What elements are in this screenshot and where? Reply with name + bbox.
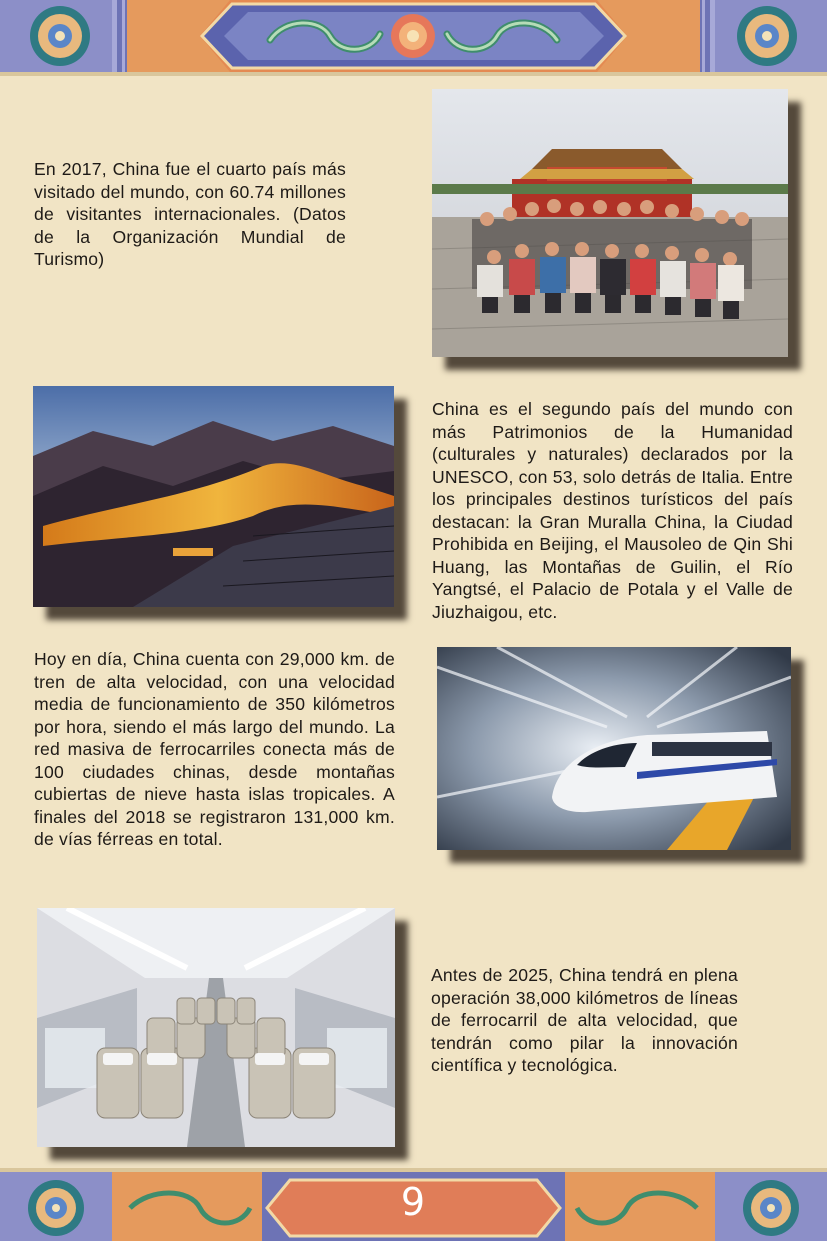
- rail-paragraph: Hoy en día, China cuenta con 29,000 km. de tren de alta velocidad, con una velocidad media de funcionamiento de 350 kilómetros por hora, siendo el más largo del mundo. La red masiva de ferrocarriles conecta más de 100 ciudades chinas, desde montañas cubiertas de nieve hasta islas tropicales. A finales del 2018 se registraron 131,000 km. de vías férreas en total.: [34, 649, 395, 849]
- great-wall-photo: [33, 386, 394, 607]
- train-interior-photo: [37, 908, 395, 1147]
- top-decorative-band: [0, 0, 827, 76]
- tourism-paragraph: En 2017, China fue el cuarto país más visitado del mundo, con 60.74 millones de visitantes internacionales. (Datos de la Organización Mundial de Turismo): [34, 159, 346, 269]
- future-paragraph: Antes de 2025, China tendrá en plena operación 38,000 kilómetros de líneas de ferrocarril de alta velocidad, que tendrán como pilar la innovación científica y tecnológica.: [431, 965, 738, 1075]
- page-number: 9: [400, 1180, 426, 1224]
- bullet-train-photo: [437, 647, 791, 850]
- tourists-photo: [432, 89, 788, 357]
- heritage-paragraph: China es el segundo país del mundo con más Patrimonios de la Humanidad (culturales y naturales) declarados por la UNESCO, con 53, solo detrás de Italia. Entre los principales destinos turísticos del país destacan: la Gran Muralla China, la Ciudad Prohibida en Beijing, el Mausoleo de Qin Shi Huang, las Montañas de Guilin, el Río Yangtsé, el Palacio de Potala y el Valle de Jiuzhaigou, etc.: [432, 399, 793, 622]
